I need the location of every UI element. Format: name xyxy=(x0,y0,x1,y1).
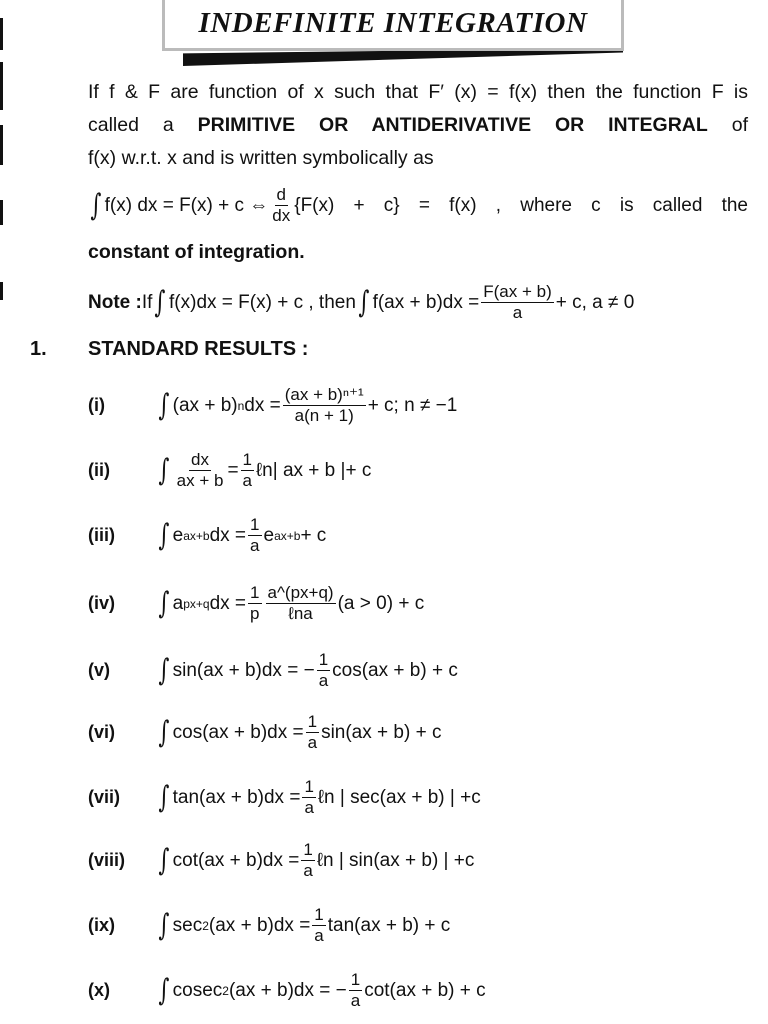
result-row xyxy=(88,385,457,426)
formula-text: (ax + b) xyxy=(172,394,238,416)
result-row xyxy=(88,840,474,881)
formula-text: + c xyxy=(300,524,327,546)
fraction xyxy=(301,840,314,881)
intro-bold-term: PRIMITIVE OR ANTIDERIVATIVE OR INTEGRAL xyxy=(197,114,708,136)
denominator: a xyxy=(250,536,260,555)
result-row xyxy=(88,970,486,1011)
result-row xyxy=(88,583,424,624)
result-row xyxy=(88,777,481,818)
result-label: (ix) xyxy=(88,915,115,935)
integral-sign: ∫ xyxy=(158,388,170,423)
denominator: ℓna xyxy=(288,604,313,623)
formula-text: cos(ax + b)dx = xyxy=(172,721,304,743)
numerator: 1 xyxy=(314,905,324,924)
fraction xyxy=(248,583,261,624)
numerator: 1 xyxy=(318,650,329,669)
note-formula xyxy=(88,282,634,323)
fraction xyxy=(283,385,366,426)
intro-text: of xyxy=(707,114,748,136)
numerator: a^(px+q) xyxy=(267,583,334,602)
fraction xyxy=(312,905,325,946)
intro-line-2 xyxy=(88,109,748,142)
formula-text: (ax + b)dx = − xyxy=(228,979,347,1001)
formula-text: + c; n ≠ −1 xyxy=(367,394,458,416)
superscript: px+q xyxy=(183,596,210,611)
margin-mark xyxy=(0,125,3,165)
formula-text: ℓn| ax + b |+ c xyxy=(256,459,372,481)
formula-text: = xyxy=(227,459,239,481)
denominator: a xyxy=(242,471,253,490)
numerator: 1 xyxy=(303,840,313,859)
denominator: a xyxy=(350,991,361,1010)
fraction xyxy=(306,712,319,753)
formula-text: (ax + b)dx = xyxy=(208,914,311,936)
formula-text: + c, a ≠ 0 xyxy=(555,291,635,313)
formula-text: If xyxy=(141,291,153,313)
denominator: a xyxy=(318,671,329,690)
result-label: (i) xyxy=(88,395,105,415)
numerator: 1 xyxy=(307,712,318,731)
formula-text: e xyxy=(263,524,275,546)
denominator: a xyxy=(512,303,523,322)
result-row xyxy=(88,450,371,491)
denominator: a xyxy=(314,926,324,945)
fraction xyxy=(317,650,330,691)
integral-sign: ∫ xyxy=(90,188,102,223)
integral-sign: ∫ xyxy=(154,285,166,320)
note-label: Note : xyxy=(88,291,142,313)
superscript: ax+b xyxy=(274,528,301,543)
numerator: dx xyxy=(191,450,210,469)
formula-text: (a > 0) + c xyxy=(337,592,425,614)
integral-sign: ∫ xyxy=(158,908,170,943)
superscript: 2 xyxy=(202,918,209,933)
fraction xyxy=(481,282,554,323)
fraction xyxy=(241,450,254,491)
constant-of-integration: constant of integration. xyxy=(88,241,305,263)
integral-sign: ∫ xyxy=(158,586,170,621)
section-title: STANDARD RESULTS : xyxy=(88,338,309,360)
integral-sign: ∫ xyxy=(158,518,170,553)
denominator: a xyxy=(303,861,313,880)
margin-mark xyxy=(0,62,3,110)
superscript: n xyxy=(237,398,245,413)
formula-text: f(x) dx = F(x) + c ⇔ xyxy=(104,194,269,216)
numerator: 1 xyxy=(250,583,260,602)
superscript: 2 xyxy=(222,983,229,998)
result-row xyxy=(88,650,458,691)
result-label: (iv) xyxy=(88,593,115,613)
definition-formula xyxy=(88,185,748,226)
result-row xyxy=(88,712,441,753)
formula-text: a xyxy=(172,592,184,614)
superscript: ax+b xyxy=(183,528,210,543)
result-label: (viii) xyxy=(88,850,126,870)
title-box xyxy=(162,0,624,51)
formula-text: tan(ax + b)dx = xyxy=(172,786,301,808)
formula-text: cot(ax + b)dx = xyxy=(172,849,300,871)
formula-text: cosec xyxy=(172,979,223,1001)
intro-text: called a xyxy=(88,114,198,136)
formula-text: sin(ax + b)dx = − xyxy=(172,659,315,681)
result-label: (ii) xyxy=(88,460,110,480)
formula-text: e xyxy=(172,524,184,546)
section-heading xyxy=(30,338,308,361)
integral-sign: ∫ xyxy=(158,973,170,1008)
fraction xyxy=(266,583,336,624)
numerator: 1 xyxy=(242,450,253,469)
result-label: (v) xyxy=(88,660,110,680)
denominator: dx xyxy=(272,206,291,225)
numerator: 1 xyxy=(304,777,314,796)
integral-sign: ∫ xyxy=(158,843,170,878)
formula-text: tan(ax + b) + c xyxy=(327,914,451,936)
formula-text: cot(ax + b) + c xyxy=(364,979,486,1001)
formula-text: ℓn | sin(ax + b) | +c xyxy=(316,849,475,871)
fraction xyxy=(302,777,315,818)
section-number: 1. xyxy=(30,338,47,360)
result-row xyxy=(88,905,450,946)
formula-text: dx = xyxy=(209,524,247,546)
page-title: INDEFINITE INTEGRATION xyxy=(198,6,588,39)
margin-mark xyxy=(0,282,3,300)
numerator: F(ax + b) xyxy=(483,282,552,301)
result-row xyxy=(88,515,326,556)
numerator: d xyxy=(276,185,286,204)
numerator: (ax + b)ⁿ⁺¹ xyxy=(284,385,364,404)
formula-text: {F(x) + c} = f(x) , where c is called the xyxy=(294,194,748,216)
integral-sign: ∫ xyxy=(158,780,170,815)
integral-sign: ∫ xyxy=(358,285,370,320)
formula-text: cos(ax + b) + c xyxy=(332,659,458,681)
result-label: (iii) xyxy=(88,525,115,545)
denominator: ax + b xyxy=(176,471,224,490)
result-label: (vi) xyxy=(88,722,115,742)
denominator: a(n + 1) xyxy=(294,406,354,425)
integral-sign: ∫ xyxy=(158,653,170,688)
margin-mark xyxy=(0,200,3,225)
numerator: 1 xyxy=(250,515,260,534)
result-label: (x) xyxy=(88,980,110,1000)
integral-sign: ∫ xyxy=(158,715,170,750)
formula-text: f(x)dx = F(x) + c , then xyxy=(169,291,356,313)
formula-text: dx = xyxy=(244,394,281,416)
formula-text: f(ax + b)dx = xyxy=(372,291,480,313)
result-label: (vii) xyxy=(88,787,121,807)
fraction xyxy=(349,970,362,1011)
denominator: p xyxy=(250,604,260,623)
denominator: a xyxy=(304,798,314,817)
intro-line-3: f(x) w.r.t. x and is written symbolically as xyxy=(88,147,434,169)
fraction xyxy=(270,185,292,226)
fraction xyxy=(248,515,261,556)
formula-text: ℓn | sec(ax + b) | +c xyxy=(317,786,481,808)
intro-line-1: If f & F are function of x such that F′ (x) = f(x) then the function F is xyxy=(88,81,748,103)
integral-sign: ∫ xyxy=(158,453,170,488)
fraction xyxy=(175,450,226,491)
formula-text: sec xyxy=(172,914,203,936)
denominator: a xyxy=(307,733,318,752)
formula-text: dx = xyxy=(209,592,247,614)
formula-text: sin(ax + b) + c xyxy=(321,721,442,743)
margin-mark xyxy=(0,18,3,50)
numerator: 1 xyxy=(350,970,361,989)
